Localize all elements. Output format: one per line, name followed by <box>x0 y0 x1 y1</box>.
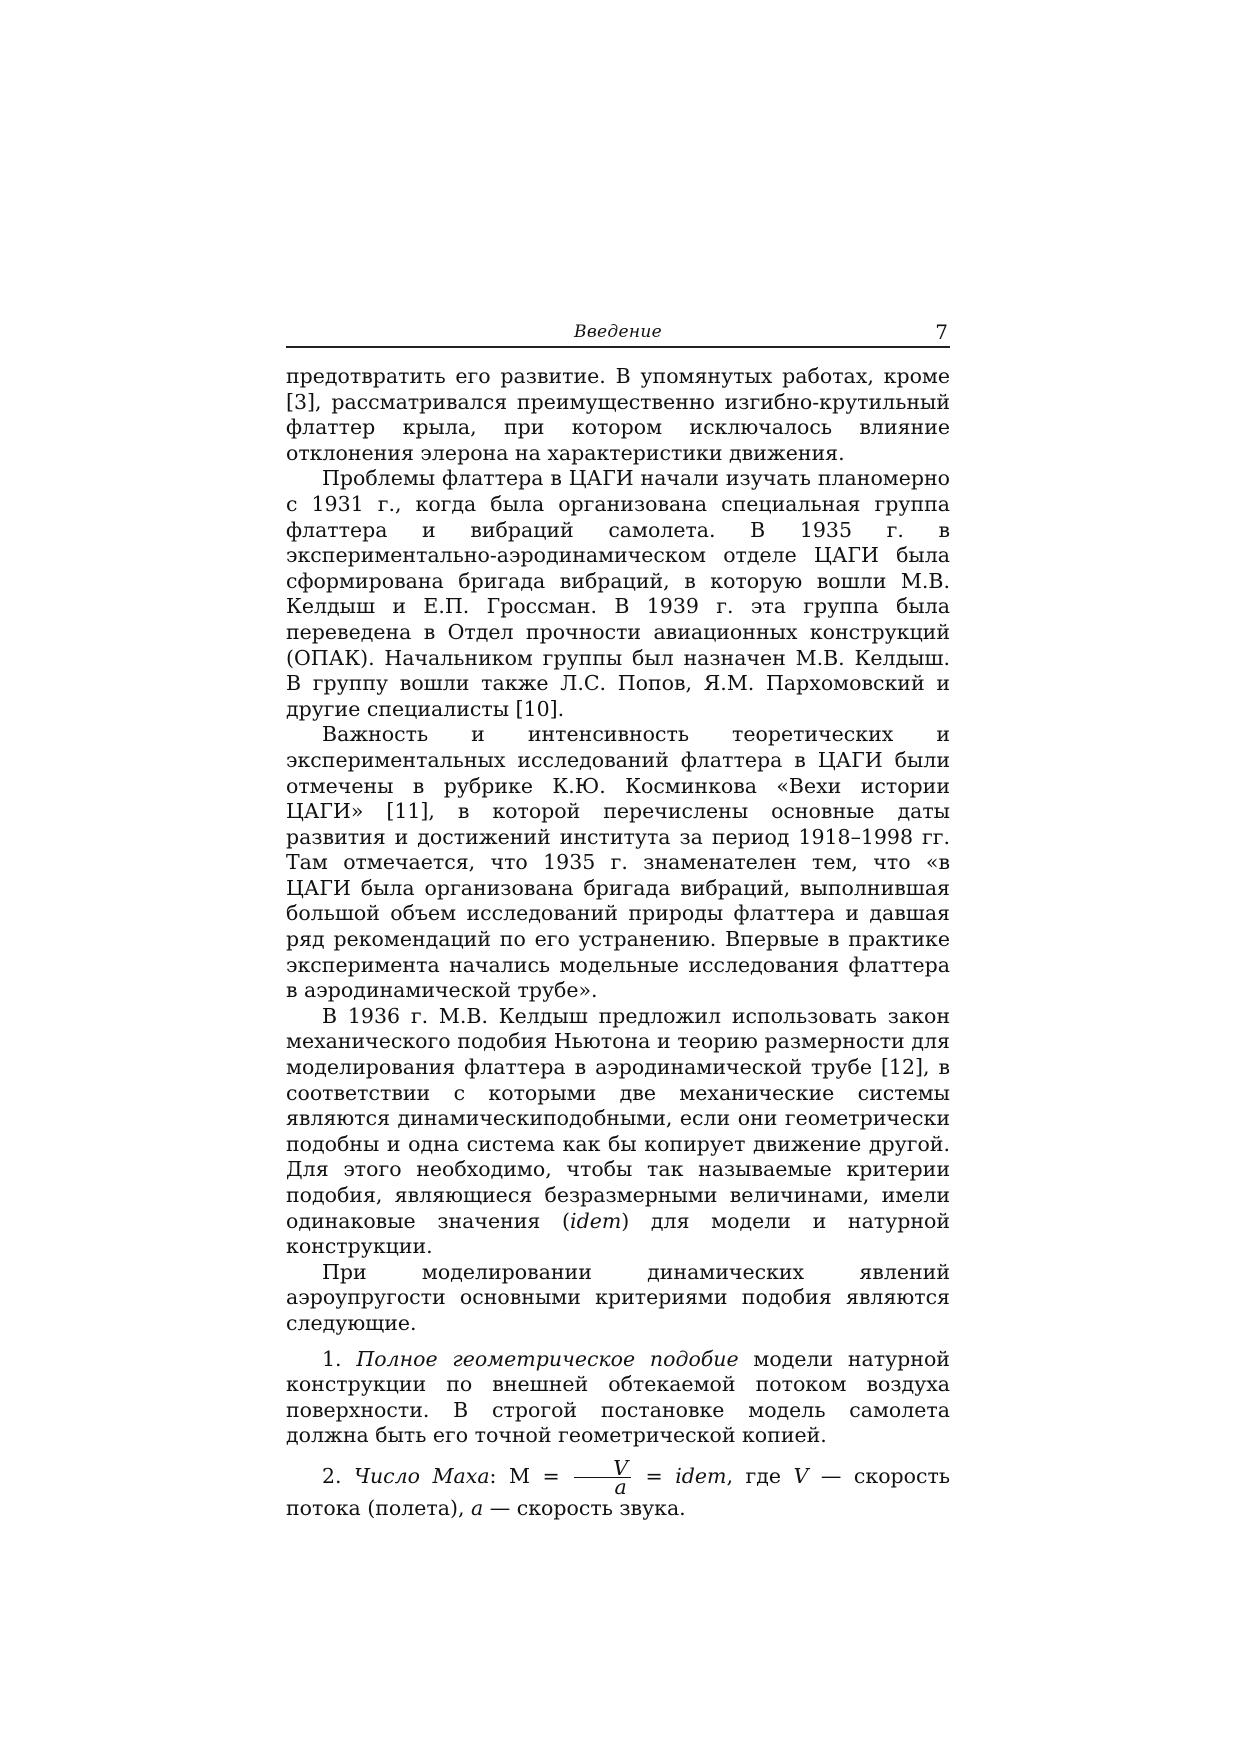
list-item-1 <box>286 1347 950 1449</box>
mach-formula-eq: = <box>633 1463 676 1488</box>
paragraph-2: Проблемы флаттера в ЦАГИ начали изучать планомерно с 1931 г., когда была организована специальная группа флаттера и вибраций самолета. В 1935 г. в экспериментально-аэродинамическом отделе ЦАГИ была сформирована бригада вибраций, в которую вошли М.В. Келдыш и Е.П. Гроссман. В 1939 г. эта группа была переведена в Отдел прочности авиационных конструкций (ОПАК). Начальником группы был назначен М.В. Келдыш. В группу вошли также Л.С. Попов, Я.М. Пархомовский и другие специалисты [10]. <box>286 466 950 721</box>
idem-term: idem <box>570 1208 622 1233</box>
page-number: 7 <box>935 320 948 344</box>
fraction-denominator: a <box>614 1474 627 1499</box>
mach-formula-lhs: M = <box>508 1463 573 1488</box>
var-v: V <box>793 1463 809 1488</box>
page-body <box>286 364 950 1522</box>
paragraph-3: Важность и интенсивность теоретических и экспериментальных исследований флаттера в ЦАГИ были отмечены в рубрике К.Ю. Косминкова «Вехи истории ЦАГИ» [11], в которой перечислены основные даты развития и достижений института за период 1918–1998 гг. Там отмечается, что 1935 г. знаменателен тем, что «в ЦАГИ была организована бригада вибраций, выполнившая большой объем исследований природы флаттера и давшая ряд рекомендаций по его устранению. Впервые в практике эксперимента начались модельные исследования флаттера в аэродинамической трубе». <box>286 722 950 1003</box>
paragraph-4-text: В 1936 г. М.В. Келдыш предложил использовать закон механического подобия Ньютона и теорию размерности для моделирования флаттера в аэродинамической трубе [12], в соответствии с которыми две механические системы являются динамическиподобными, если они геометрически подобны и одна система как бы копирует движение другой. Для этого необходимо, чтобы так называемые критерии подобия, являющиеся безразмерными величинами, имели одинаковые значения ( <box>286 1003 950 1233</box>
list-item-2-text-b: — скорость потока (полета), <box>286 1463 951 1520</box>
list-item-2-colon: : <box>489 1463 509 1488</box>
fraction-numerator: V <box>574 1459 631 1478</box>
paragraph-1: предотвратить его развитие. В упомянутых работах, кроме [3], рассматривался преимущественно изгибно-крутильный флаттер крыла, при котором исключалось влияние отклонения элерона на характеристики движения. <box>286 364 950 465</box>
list-item-2 <box>286 1455 951 1522</box>
running-title: Введение <box>574 322 662 342</box>
list-item-2-text-a: , где <box>726 1463 794 1488</box>
list-item-2-text-c: — скорость звука. <box>483 1495 686 1520</box>
list-item-1-number: 1. <box>322 1346 342 1371</box>
paragraph-4 <box>286 1004 950 1260</box>
mach-fraction <box>574 1455 631 1499</box>
list-item-2-term: Число Маха <box>354 1463 490 1488</box>
mach-formula-rhs: idem <box>675 1463 727 1488</box>
paragraph-5: При моделировании динамических явлений аэроупругости основными критериями подобия являются следующие. <box>286 1259 950 1335</box>
var-a: a <box>471 1495 484 1520</box>
list-item-1-text: модели натурной конструкции по внешней обтекаемой потоком воздуха поверхности. В строгой постановке модель самолета должна быть его точной геометрической копией. <box>286 1346 950 1448</box>
list-item-1-term: Полное геометрическое подобие <box>356 1346 739 1371</box>
list-item-2-number: 2. <box>322 1463 342 1488</box>
paragraph-4-tail: ) для модели и натурной конструкции. <box>286 1208 950 1259</box>
running-header <box>286 322 950 348</box>
